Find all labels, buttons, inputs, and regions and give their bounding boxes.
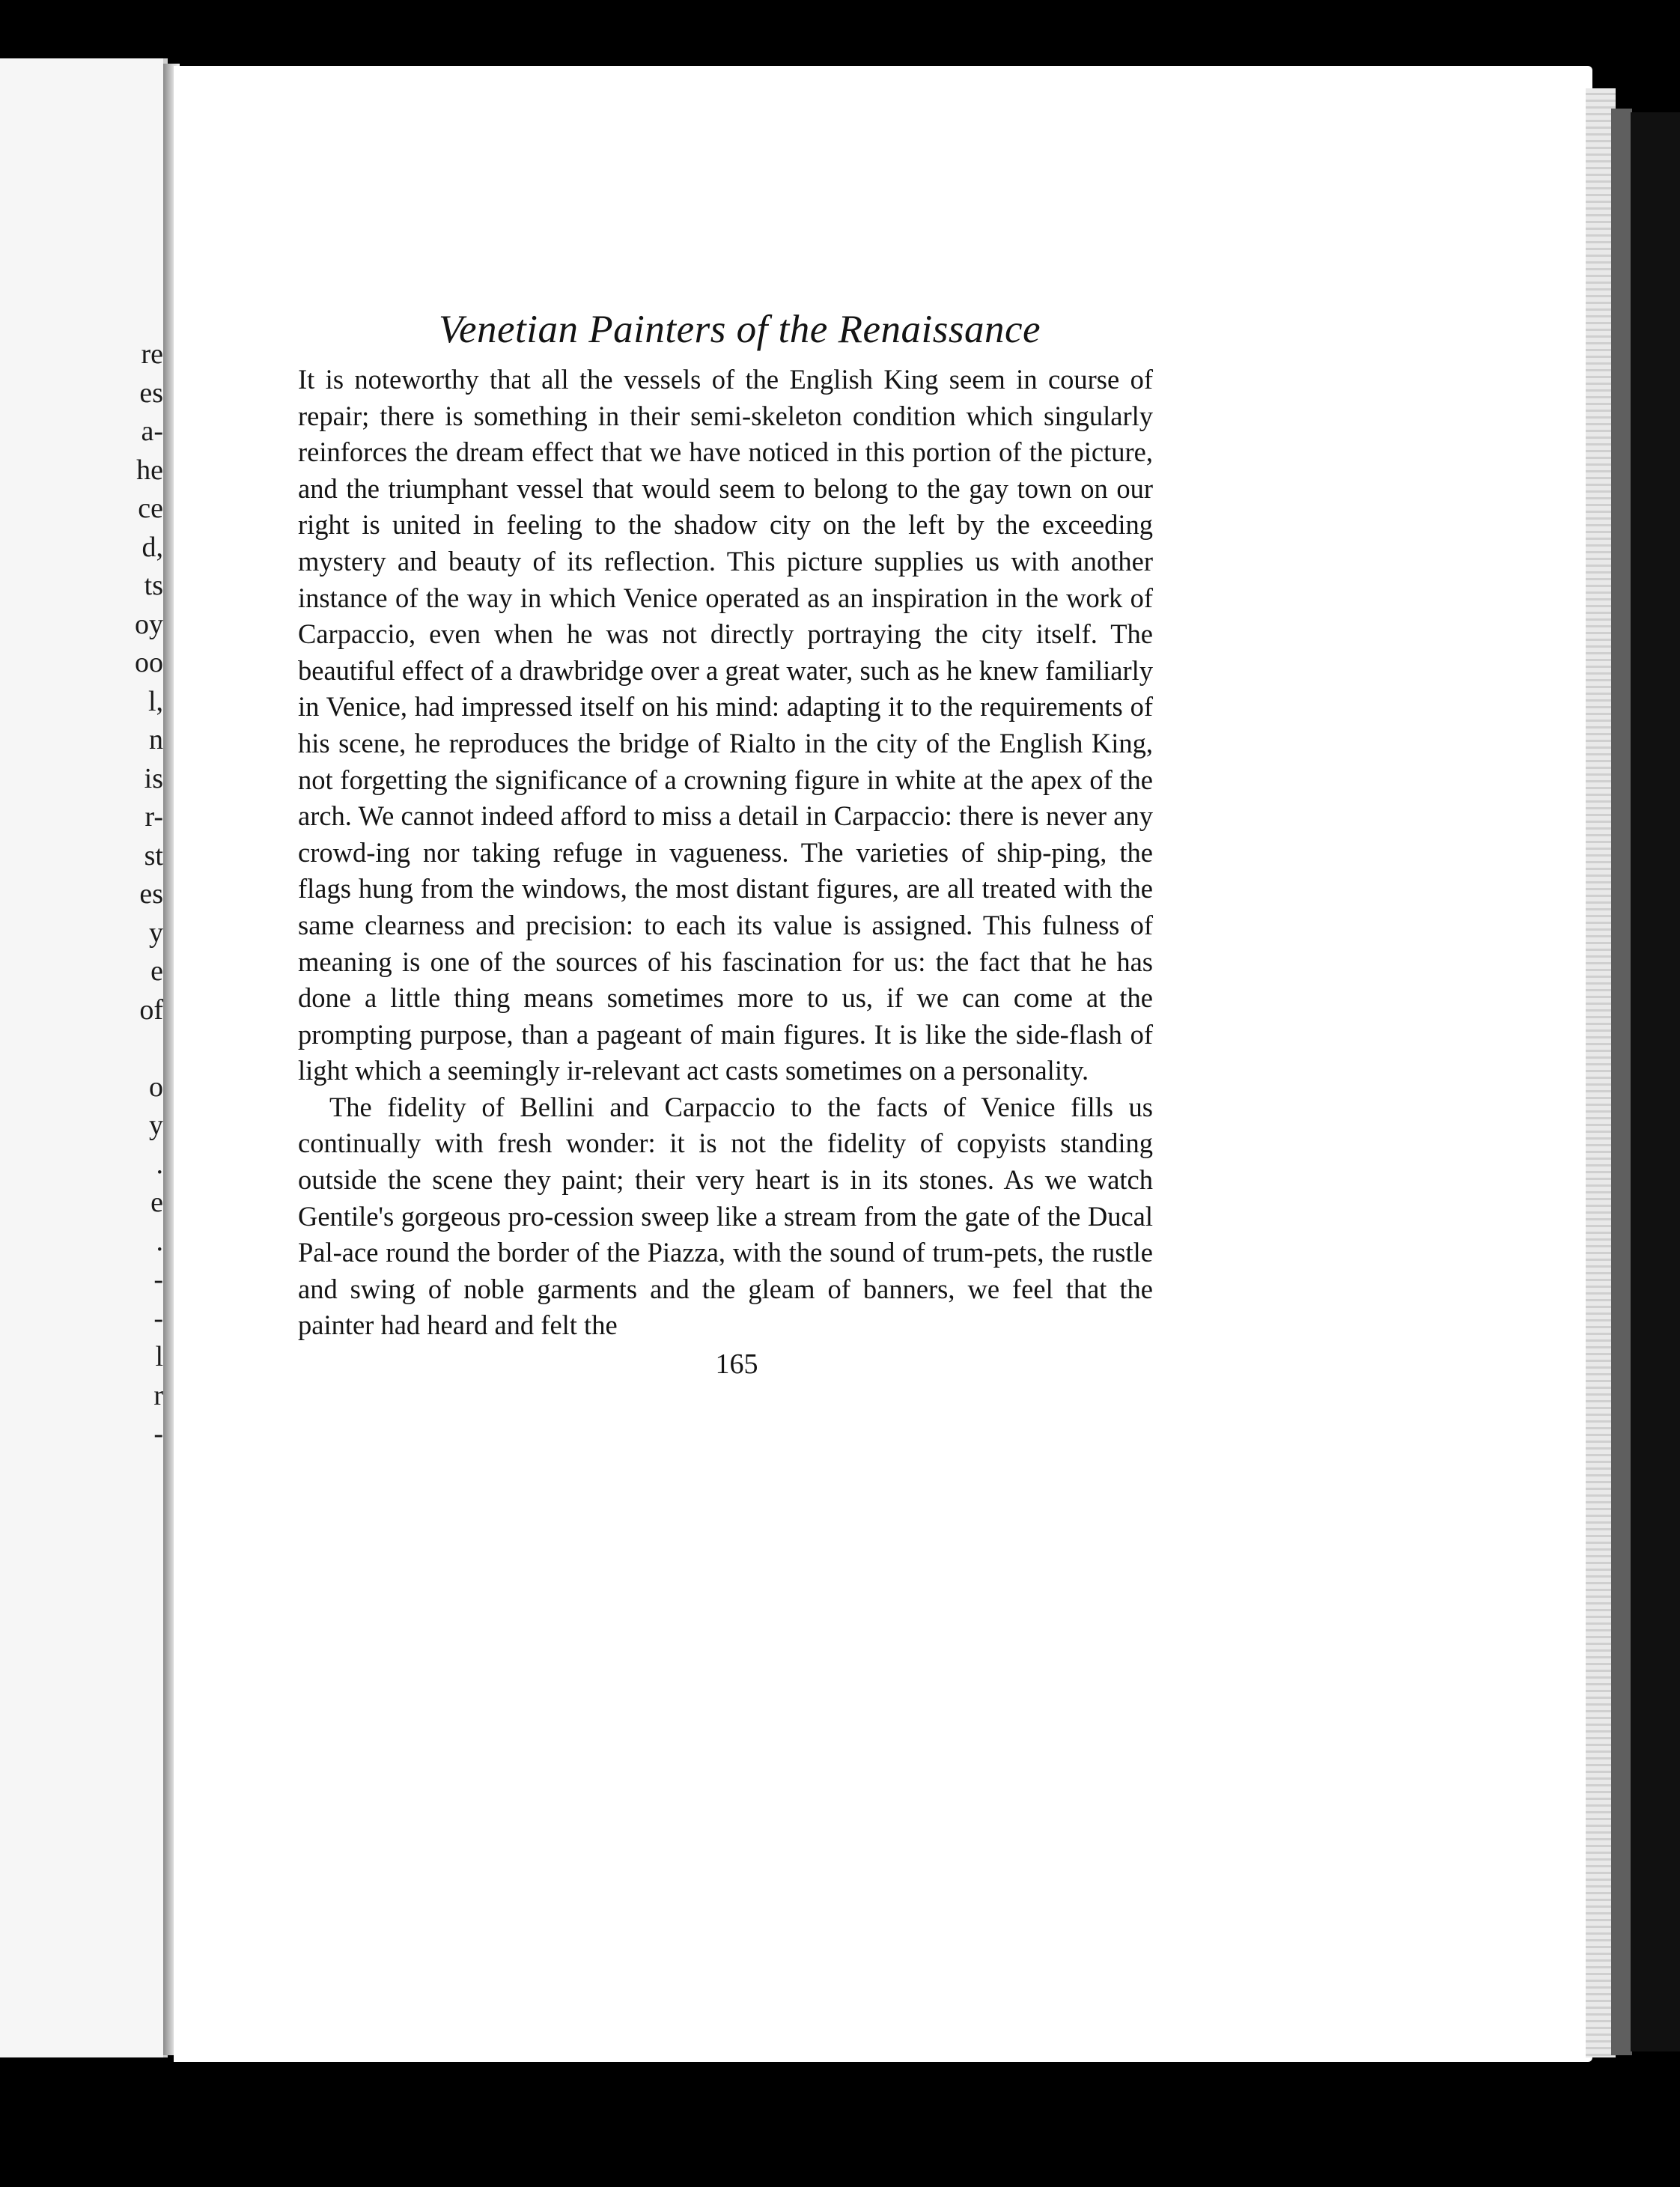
- left-page-line-fragment: o: [149, 1071, 163, 1103]
- left-page: [0, 58, 168, 2057]
- left-page-line-fragment: oy: [135, 608, 163, 640]
- left-page-line-fragment: .: [156, 1148, 163, 1180]
- left-page-line-fragment: oo: [135, 647, 163, 678]
- page-text-block: [298, 303, 1153, 1383]
- left-page-line-fragment: -: [153, 1418, 163, 1450]
- left-page-line-fragment: -: [153, 1302, 163, 1334]
- left-page-line-fragment: e: [150, 955, 163, 987]
- left-page-line-fragment: d,: [141, 531, 163, 563]
- left-page-line-fragment: he: [136, 454, 163, 486]
- left-page-line-fragment: r: [153, 1379, 163, 1411]
- left-page-line-fragment: y: [149, 916, 163, 949]
- left-page-line-fragment: ce: [138, 493, 163, 524]
- left-page-line-fragment: .: [156, 1225, 163, 1257]
- left-page-line-fragment: st: [144, 839, 163, 872]
- left-page-line-fragment: -: [153, 1264, 163, 1295]
- left-page-line-fragment: re: [141, 338, 163, 370]
- left-page-line-fragment: e: [150, 1187, 163, 1218]
- left-page-text-fragments: [13, 335, 163, 1454]
- background-shadow: [1631, 112, 1680, 2051]
- left-page-line-fragment: of: [139, 994, 163, 1026]
- paragraph: It is noteworthy that all the vessels of the English King seem in course of repair; there is something in their semi-skeleton condition which singularly reinforces the dream effect that we have noticed in this portion of the picture, and the triumphant vessel that would seem to belong to the gay town on our right is united in feeling to the shadow city on the left by the exceeding mystery and beauty of its reflection. This picture supplies us with another instance of the way in which Venice operated as an inspiration in the work of Carpaccio, even when he was not directly portraying the city itself. The beautiful effect of a drawbridge over a great water, such as he knew familiarly in Venice, had impressed itself on his mind: adapting it to the requirements of his scene, he reproduces the bridge of Rialto in the city of the English King, not forgetting the significance of a crowning figure in white at the apex of the arch. We cannot indeed afford to miss a detail in Carpaccio: there is never any crowd-ing nor taking refuge in vagueness. The varieties of ship-ping, the flags hung from the windows, the most distant figures, are all treated with the same clearness and precision: to each its value is assigned. This fulness of meaning is one of the sources of his fascination for us: the fact that he has done a little thing means sometimes more to us, if we can come at the prompting purpose, than a pageant of main figures. It is like the side-flash of light which a seemingly ir-relevant act casts sometimes on a personality.: [298, 364, 1153, 1086]
- left-page-line-fragment: [13, 1029, 163, 1068]
- book-cover-edge: [1611, 109, 1632, 2055]
- left-page-line-fragment: es: [139, 878, 163, 910]
- body-text: [298, 362, 1153, 1344]
- page-number: 165: [715, 1348, 758, 1381]
- left-page-line-fragment: ts: [144, 570, 163, 601]
- left-page-line-fragment: a-: [141, 416, 163, 447]
- paragraph: The fidelity of Bellini and Carpaccio to the facts of Venice fills us continually with fresh wonder: it is not the fidelity of copyists standing outside the scene they paint; their very heart is in its stones. As we watch Gentile's gorgeous pro-cession sweep like a stream from the gate of the Ducal Pal-ace round the border of the Piazza, with the sound of trum-pets, the rustle and swing of noble garments and the gleam of banners, we feel that the painter had heard and felt the: [298, 1091, 1153, 1341]
- running-head: Venetian Painters of the Renaissance: [439, 308, 1041, 351]
- left-page-line-fragment: l,: [147, 685, 163, 717]
- left-page-line-fragment: is: [144, 762, 163, 794]
- left-page-line-fragment: l: [155, 1341, 163, 1372]
- left-page-line-fragment: y: [149, 1110, 163, 1141]
- left-page-line-fragment: es: [139, 377, 163, 409]
- left-page-line-fragment: r-: [144, 801, 163, 833]
- left-page-line-fragment: n: [149, 724, 163, 755]
